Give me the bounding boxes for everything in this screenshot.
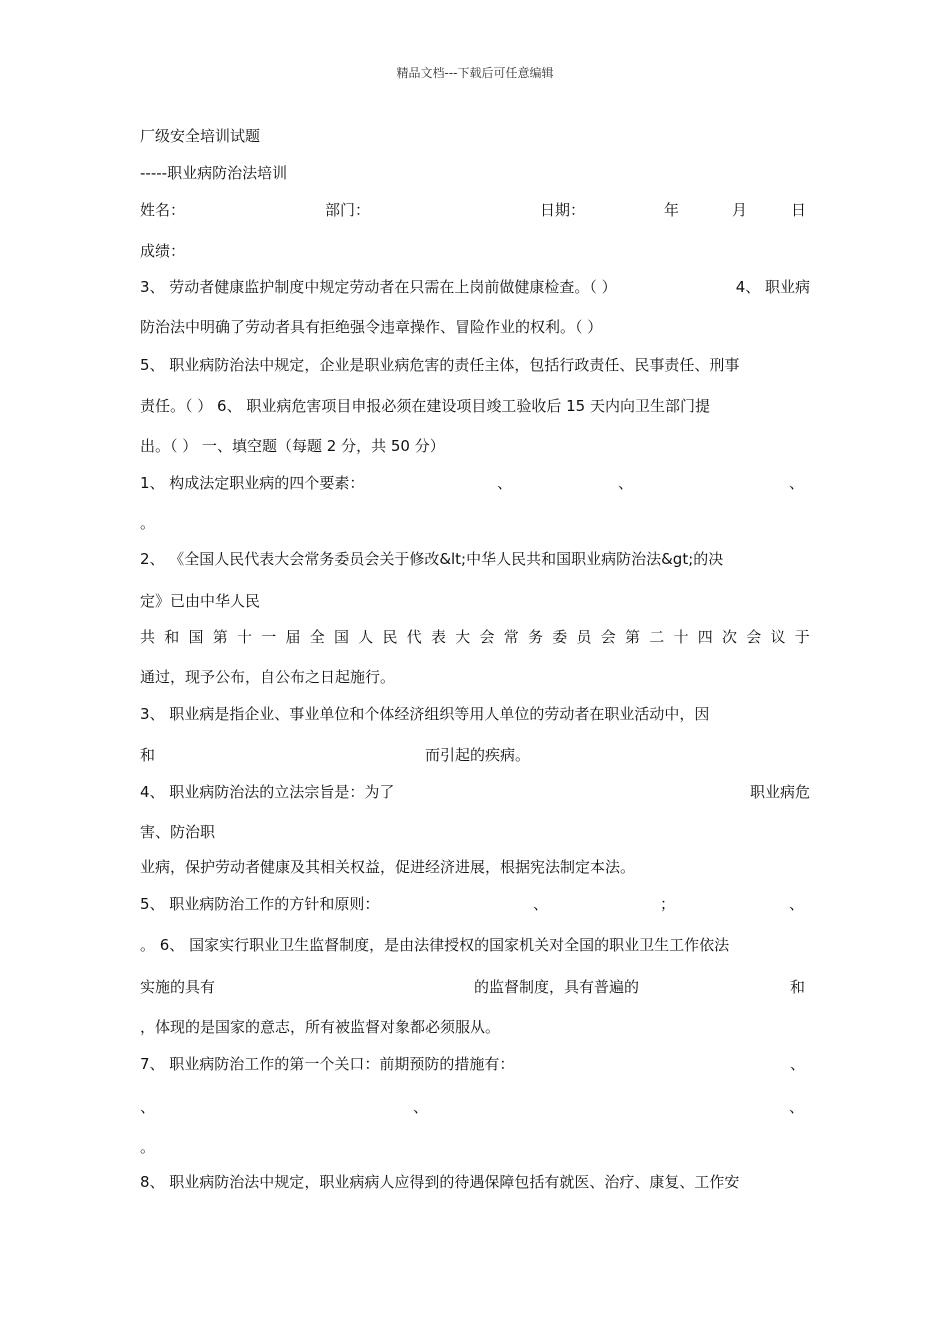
spread-char: 一 bbox=[261, 628, 277, 646]
spread-char: 议 bbox=[770, 628, 786, 646]
spread-char: 届 bbox=[285, 628, 301, 646]
blank-separator: 、 bbox=[618, 474, 634, 492]
question-text: 3、 劳动者健康监护制度中规定劳动者在只需在上岗前做健康检查。（ ） bbox=[140, 278, 617, 296]
spread-char: 会 bbox=[479, 628, 495, 646]
spread-char: 次 bbox=[722, 628, 738, 646]
blank-separator: 、 bbox=[789, 895, 805, 913]
spread-char: 二 bbox=[649, 628, 665, 646]
spread-char: 委 bbox=[552, 628, 568, 646]
question-line: 。 bbox=[140, 1138, 156, 1156]
day-label: 日 bbox=[791, 201, 807, 219]
blank-separator: 、 bbox=[789, 474, 805, 492]
question-line bbox=[0, 1054, 950, 1074]
question-text: 和 bbox=[140, 746, 156, 764]
question-line bbox=[140, 627, 810, 647]
spread-char: 第 bbox=[212, 628, 228, 646]
question-line: 3、 职业病是指企业、事业单位和个体经济组织等用人单位的劳动者在职业活动中，因 bbox=[140, 705, 710, 723]
question-text: 而引起的疾病。 bbox=[425, 746, 531, 764]
question-line: 害、防治职 bbox=[140, 823, 216, 841]
question-line: 8、 职业病防治法中规定，职业病病人应得到的待遇保障包括有就医、治疗、康复、工作安 bbox=[140, 1173, 740, 1191]
question-line: 定》已由中华人民 bbox=[140, 592, 261, 610]
question-text: 5、 职业病防治工作的方针和原则： bbox=[140, 895, 380, 913]
question-line bbox=[0, 745, 950, 765]
name-label: 姓名： bbox=[140, 201, 186, 219]
score-label: 成绩： bbox=[140, 242, 186, 260]
spread-char: 会 bbox=[600, 628, 616, 646]
question-text: 4、 职业病 bbox=[735, 278, 810, 296]
question-line: 防治法中明确了劳动者具有拒绝强令违章操作、冒险作业的权利。（ ） bbox=[140, 318, 603, 336]
spread-char: 民 bbox=[382, 628, 398, 646]
question-text: 和 bbox=[790, 978, 806, 996]
question-line: 。 bbox=[140, 514, 156, 532]
spread-char: 第 bbox=[625, 628, 641, 646]
question-line bbox=[0, 1097, 950, 1117]
blank-separator: 、 bbox=[789, 1098, 805, 1116]
question-text: 4、 职业病防治法的立法宗旨是：为了 bbox=[140, 783, 395, 801]
blank-separator: 、 bbox=[413, 1098, 429, 1116]
question-line bbox=[140, 277, 810, 297]
question-text: 1、 构成法定职业病的四个要素： bbox=[140, 474, 365, 492]
spread-char: 会 bbox=[746, 628, 762, 646]
question-line bbox=[0, 473, 950, 493]
exam-subtitle: -----职业病防治法培训 bbox=[140, 164, 288, 182]
question-line bbox=[0, 977, 950, 997]
blank-separator: 、 bbox=[497, 474, 513, 492]
spread-char: 共 bbox=[140, 628, 156, 646]
spread-char: 于 bbox=[794, 628, 810, 646]
blank-separator: ； bbox=[660, 895, 676, 913]
spread-char: 表 bbox=[431, 628, 447, 646]
date-label: 日期： bbox=[540, 201, 586, 219]
info-row bbox=[0, 200, 950, 220]
month-label: 月 bbox=[732, 201, 748, 219]
page-header: 精品文档---下载后可任意编辑 bbox=[396, 66, 554, 80]
question-text: 的监督制度，具有普遍的 bbox=[474, 978, 640, 996]
question-line: 责任。（ ） 6、 职业病危害项目申报必须在建设项目竣工验收后 15 天内向卫生部门提 bbox=[140, 397, 710, 415]
spread-char: 人 bbox=[358, 628, 374, 646]
dept-label: 部门： bbox=[325, 201, 371, 219]
spread-char: 和 bbox=[164, 628, 180, 646]
spread-char: 代 bbox=[406, 628, 422, 646]
question-line: 通过，现予公布，自公布之日起施行。 bbox=[140, 668, 396, 686]
question-text: 7、 职业病防治工作的第一个关口：前期预防的措施有： bbox=[140, 1055, 515, 1073]
question-text: 实施的具有 bbox=[140, 978, 216, 996]
spread-char: 国 bbox=[334, 628, 350, 646]
blank-separator: 、 bbox=[533, 895, 549, 913]
spread-char: 常 bbox=[503, 628, 519, 646]
spread-char: 员 bbox=[576, 628, 592, 646]
exam-title: 厂级安全培训试题 bbox=[140, 127, 261, 145]
question-line: 2、 《全国人民代表大会常务委员会关于修改&lt;中华人民共和国职业病防治法&gt;的决 bbox=[140, 550, 724, 568]
spread-char: 大 bbox=[455, 628, 471, 646]
spread-char: 十 bbox=[673, 628, 689, 646]
question-line bbox=[140, 782, 810, 802]
spread-char: 国 bbox=[188, 628, 204, 646]
spread-char: 十 bbox=[237, 628, 253, 646]
question-line: 。 6、 国家实行职业卫生监督制度，是由法律授权的国家机关对全国的职业卫生工作依法 bbox=[140, 936, 730, 954]
blank-separator: 、 bbox=[790, 1055, 806, 1073]
spread-char: 务 bbox=[528, 628, 544, 646]
spread-char: 全 bbox=[309, 628, 325, 646]
question-line: ，体现的是国家的意志，所有被监督对象都必须服从。 bbox=[140, 1018, 501, 1036]
question-line: 出。（ ） 一、填空题（每题 2 分，共 50 分） bbox=[140, 437, 445, 455]
question-line: 业病，保护劳动者健康及其相关权益，促进经济进展，根据宪法制定本法。 bbox=[140, 858, 636, 876]
question-text: 职业病危 bbox=[749, 783, 810, 801]
question-line: 5、 职业病防治法中规定，企业是职业病危害的责任主体，包括行政责任、民事责任、刑事 bbox=[140, 356, 740, 374]
question-line bbox=[0, 894, 950, 914]
spread-char: 四 bbox=[697, 628, 713, 646]
year-label: 年 bbox=[664, 201, 680, 219]
blank-separator: 、 bbox=[140, 1098, 156, 1116]
